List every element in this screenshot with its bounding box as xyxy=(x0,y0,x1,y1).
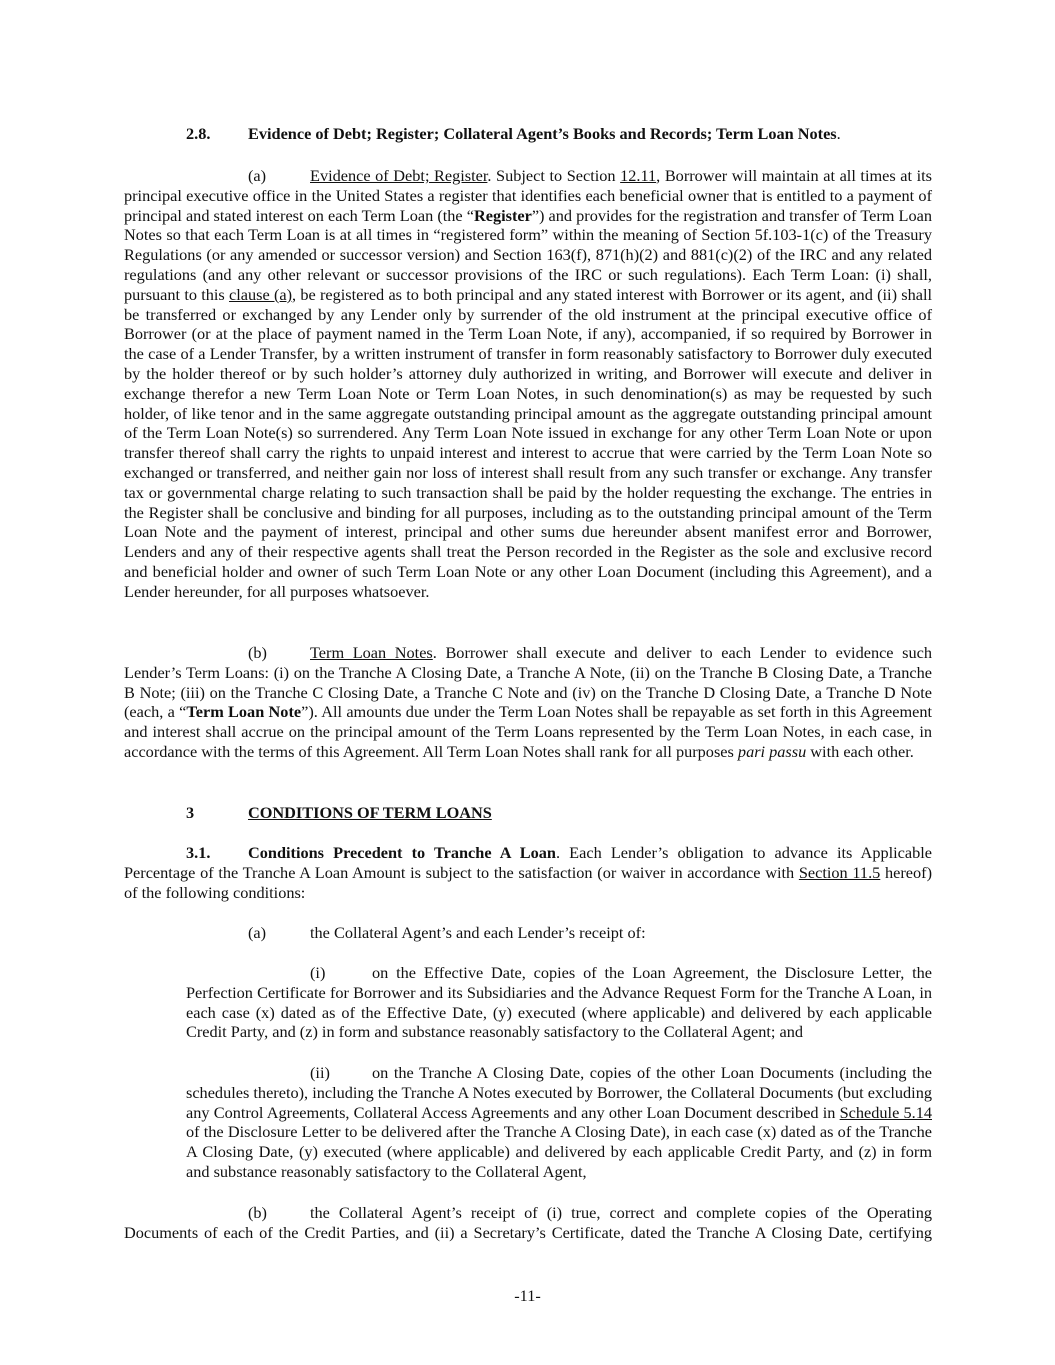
paragraph-3-1-b: (b) the Collateral Agent’s receipt of (i) true, correct and complete copies of the Operating Documents of each of the Credit Parties, and (ii) a Secretary’s Certificate, dated the Tranche A Closing Date, certifying xyxy=(124,1203,932,1242)
cross-reference: clause (a) xyxy=(229,284,293,304)
paragraph-label: (ii) xyxy=(310,1063,330,1082)
paragraph-3-1-a: (a) the Collateral Agent’s and each Lender’s receipt of: xyxy=(248,923,646,942)
paragraph-label: (b) xyxy=(248,1203,267,1222)
section-2-8-heading: 2.8. Evidence of Debt; Register; Collateral Agent’s Books and Records; Term Loan Notes. xyxy=(186,124,841,143)
cross-reference: 12.11 xyxy=(620,166,657,185)
italic-term: pari passu xyxy=(737,741,807,761)
section-title: Conditions Precedent to Tranche A Loan xyxy=(248,843,556,862)
paragraph-3-1-a-ii: (ii) on the Tranche A Closing Date, copies of the other Loan Documents (including the schedules thereto), including the Tranche A Notes executed by Borrower, the Collateral Documents (but excluding any Control Agreements, Collateral Access Agreements and any other Loan Document described in Schedule 5.14 of the Disclosure Letter to be delivered after the Tranche A Closing Date), in each case (x) dated as of the Tranche A Closing Date, (y) executed (where applicable) and delivered by each applicable Credit Party, and (z) in form and substance reasonably satisfactory to the Collateral Agent, xyxy=(186,1063,932,1181)
section-title: CONDITIONS OF TERM LOANS xyxy=(248,803,492,822)
paragraph-3-1-a-i: (i) on the Effective Date, copies of the Loan Agreement, the Disclosure Letter, the Perfection Certificate for Borrower and its Subsidiaries and the Advance Request Form for the Tranche A Loan, in each case (x) dated as of the Effective Date, (y) executed (where applicable) and delivered by each applicable Credit Party, and (z) in form and substance reasonably satisfactory to the Collateral Agent; and xyxy=(186,963,932,1042)
section-number: 2.8. xyxy=(186,124,211,143)
defined-term: Register xyxy=(473,205,532,225)
section-title: Evidence of Debt; Register; Collateral Agent’s Books and Records; Term Loan Notes xyxy=(248,124,837,143)
paragraph-label: (a) xyxy=(248,166,267,185)
defined-term: Term Loan Note xyxy=(186,702,302,722)
paragraph-label: (b) xyxy=(248,643,267,662)
section-3-heading xyxy=(124,803,932,823)
paragraph-heading: Term Loan Notes xyxy=(310,643,433,662)
section-number: 3.1. xyxy=(186,843,211,862)
paragraph-label: (i) xyxy=(310,963,326,982)
paragraph-heading: Evidence of Debt; Register xyxy=(310,166,488,185)
paragraph-label: (a) xyxy=(248,923,267,942)
section-number: 3 xyxy=(186,803,195,822)
section-3-1: 3.1. Conditions Precedent to Tranche A Loan. Each Lender’s obligation to advance its Applicable Percentage of the Tranche A Loan Amount is subject to the satisfaction (or waiver in accordance with Section 11.5 hereof) of the following conditions: xyxy=(124,843,932,902)
cross-reference: Schedule 5.14 xyxy=(839,1102,932,1122)
paragraph-2-8-b: (b) Term Loan Notes. Borrower shall execute and deliver to each Lender to evidence such Lender’s Term Loans: (i) on the Tranche A Closing Date, a Tranche A Note, (ii) on the Tranche B Closing Date, a Tranche B Note; (iii) on the Tranche C Closing Date, a Tranche C Note and (iv) on the Tranche D Closing Date, a Tranche D Note (each, a “Term Loan Note”). All amounts due under the Term Loan Notes shall be repayable as set forth in this Agreement and interest shall accrue on the principal amount of the Term Loans represented by the Term Loan Notes, in each case, in accordance with the terms of this Agreement. All Term Loan Notes shall rank for all purposes pari passu with each other. xyxy=(124,643,933,761)
paragraph-2-8-a: (a) Evidence of Debt; Register. Subject to Section 12.11, Borrower will maintain at all times at its principal executive office in the United States a register that identifies each beneficial owner that is entitled to a payment of principal and stated interest on each Term Loan (the “Register”) and provides for the registration and transfer of Term Loan Notes so that each Term Loan is at all times in “registered form” within the meaning of Section 5f.103-1(c) of the Treasury Regulations (or any amended or successor version) and Section 163(f), 871(h)(2) and 881(c)(2) of the IRC and any related regulations (and any other relevant or successor provisions of the IRC or such regulations). Each Term Loan: (i) shall, pursuant to this clause (a), be registered as to both principal and any stated interest with Borrower or its agent, and (ii) shall be transferred or exchanged by any Lender only by surrender of the old instrument at the principal executive office of Borrower (or at the place of payment named in the Term Loan Note, if any), accompanied, if so required by Borrower in the case of a Lender Transfer, by a written instrument of transfer in form reasonably satisfactory to Borrower duly executed by the holder thereof or by such holder’s attorney duly authorized in writing, and Borrower will execute and deliver in exchange therefor a new Term Loan Note or Term Loan Notes, in such denomination(s) as may be requested by such holder, of like tenor and in the same aggregate outstanding principal amount as the aggregate outstanding principal amount of the Term Loan Note(s) so surrendered. Any Term Loan Note issued in exchange for any other Term Loan Note or upon transfer thereof shall carry the rights to unpaid interest and interest to accrue that were carried by the Term Loan Note so exchanged or transferred, and neither gain nor loss of interest shall result from any such transfer or exchange. Any transfer tax or governmental charge relating to such transaction shall be paid by the holder requesting the exchange. The entries in the Register shall be conclusive and binding for all purposes, including as to the outstanding principal amount of the Term Loan Note and the payment of interest, principal and other sums due hereunder absent manifest error and Borrower, Lenders and any of their respective agents shall treat the Person recorded in the Register as the sole and exclusive record and beneficial holder and owner of such Term Loan Note or any other Loan Document (including this Agreement), and a Lender hereunder, for all purposes whatsoever. xyxy=(124,166,933,601)
page-number: -11- xyxy=(514,1286,541,1305)
cross-reference: Section 11.5 xyxy=(798,862,881,882)
